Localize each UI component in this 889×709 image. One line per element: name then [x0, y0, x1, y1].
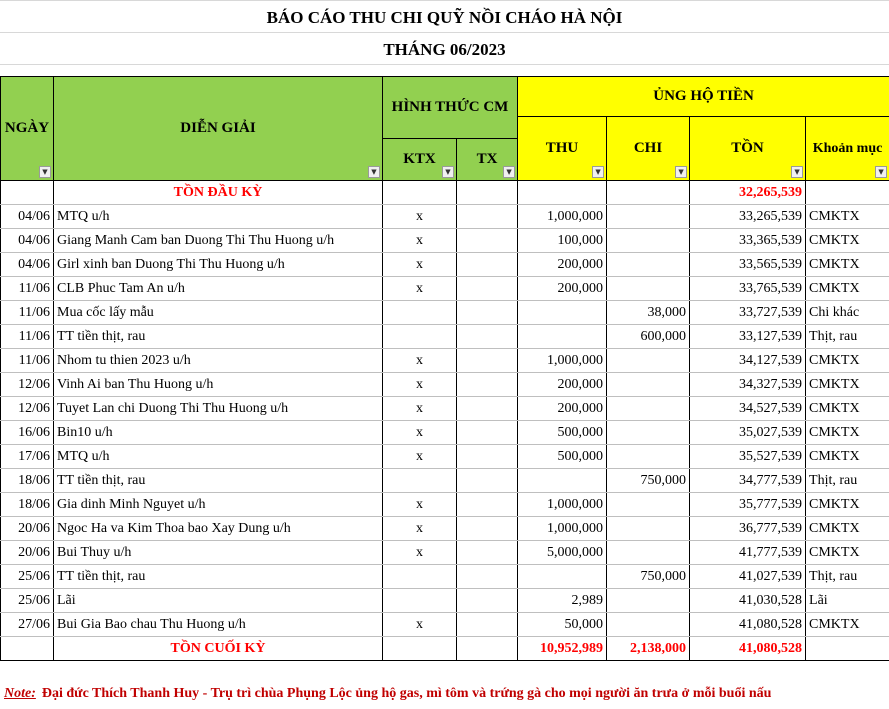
row-thu-amount: 2,989 [518, 589, 607, 613]
row-ktx-mark [383, 565, 457, 589]
row-tx-mark [457, 277, 518, 301]
row-date: 04/06 [1, 253, 54, 277]
row-chi-amount [607, 541, 690, 565]
row-tx-mark [457, 541, 518, 565]
row-tx-mark [457, 565, 518, 589]
row-khoan-muc: CMKTX [806, 349, 889, 373]
row-ton-balance: 33,127,539 [690, 325, 806, 349]
row-description: CLB Phuc Tam An u/h [54, 277, 383, 301]
row-chi-amount [607, 253, 690, 277]
row-date: 18/06 [1, 469, 54, 493]
closing-chi-total: 2,138,000 [607, 637, 690, 661]
row-ton-balance: 34,527,539 [690, 397, 806, 421]
row-ton-balance: 41,030,528 [690, 589, 806, 613]
table-row [1, 277, 889, 301]
row-description: MTQ u/h [54, 445, 383, 469]
row-date: 12/06 [1, 373, 54, 397]
row-thu-amount: 200,000 [518, 253, 607, 277]
row-chi-amount [607, 349, 690, 373]
row-description: Nhom tu thien 2023 u/h [54, 349, 383, 373]
row-khoan-muc: Thịt, rau [806, 565, 889, 589]
table-row [1, 565, 889, 589]
row-tx-mark [457, 301, 518, 325]
row-description: Vinh Ai ban Thu Huong u/h [54, 373, 383, 397]
table-row [1, 373, 889, 397]
opening-balance-row [1, 181, 889, 205]
row-chi-amount [607, 589, 690, 613]
row-description: Bui Thuy u/h [54, 541, 383, 565]
row-tx-mark [457, 493, 518, 517]
row-date: 20/06 [1, 517, 54, 541]
col-header-ktx: KTX ▼ [383, 139, 457, 181]
row-description: MTQ u/h [54, 205, 383, 229]
row-ktx-mark [383, 301, 457, 325]
closing-empty [806, 637, 889, 661]
table-row [1, 349, 889, 373]
row-date: 04/06 [1, 229, 54, 253]
row-khoan-muc: CMKTX [806, 205, 889, 229]
row-khoan-muc: Thịt, rau [806, 469, 889, 493]
table-row [1, 421, 889, 445]
closing-empty [383, 637, 457, 661]
row-chi-amount: 38,000 [607, 301, 690, 325]
row-ktx-mark: x [383, 397, 457, 421]
row-ton-balance: 34,127,539 [690, 349, 806, 373]
row-khoan-muc: CMKTX [806, 517, 889, 541]
row-thu-amount [518, 565, 607, 589]
row-thu-amount: 1,000,000 [518, 349, 607, 373]
row-ktx-mark [383, 589, 457, 613]
row-thu-amount [518, 325, 607, 349]
row-tx-mark [457, 613, 518, 637]
row-date: 12/06 [1, 397, 54, 421]
row-ton-balance: 36,777,539 [690, 517, 806, 541]
row-thu-amount: 50,000 [518, 613, 607, 637]
table-row [1, 253, 889, 277]
table-row [1, 205, 889, 229]
row-tx-mark [457, 325, 518, 349]
row-ktx-mark: x [383, 373, 457, 397]
filter-dropdown-icon[interactable]: ▼ [675, 166, 687, 178]
row-ton-balance: 34,327,539 [690, 373, 806, 397]
col-header-ung-ho: ỦNG HỘ TIỀN [518, 77, 889, 117]
col-header-ngay: NGÀY ▼ [1, 77, 54, 181]
row-thu-amount: 500,000 [518, 421, 607, 445]
row-thu-amount: 100,000 [518, 229, 607, 253]
row-tx-mark [457, 469, 518, 493]
row-ktx-mark: x [383, 349, 457, 373]
row-khoan-muc: CMKTX [806, 493, 889, 517]
row-chi-amount [607, 613, 690, 637]
row-khoan-muc: CMKTX [806, 421, 889, 445]
table-row [1, 589, 889, 613]
row-ton-balance: 33,365,539 [690, 229, 806, 253]
row-thu-amount: 5,000,000 [518, 541, 607, 565]
row-ktx-mark [383, 325, 457, 349]
table-row [1, 445, 889, 469]
row-chi-amount [607, 493, 690, 517]
row-description: Giang Manh Cam ban Duong Thi Thu Huong u/h [54, 229, 383, 253]
col-header-ton: TỒN ▼ [690, 117, 806, 181]
row-ktx-mark: x [383, 541, 457, 565]
table-row [1, 517, 889, 541]
row-chi-amount [607, 421, 690, 445]
row-date: 25/06 [1, 589, 54, 613]
row-description: Tuyet Lan chi Duong Thi Thu Huong u/h [54, 397, 383, 421]
row-tx-mark [457, 517, 518, 541]
table-row [1, 301, 889, 325]
row-ktx-mark: x [383, 253, 457, 277]
row-thu-amount: 200,000 [518, 397, 607, 421]
row-chi-amount [607, 373, 690, 397]
report-subtitle: THÁNG 06/2023 [383, 40, 506, 59]
opening-balance: 32,265,539 [690, 181, 806, 205]
row-description: Girl xinh ban Duong Thi Thu Huong u/h [54, 253, 383, 277]
row-ktx-mark: x [383, 229, 457, 253]
row-ton-balance: 33,265,539 [690, 205, 806, 229]
row-ktx-mark: x [383, 517, 457, 541]
filter-dropdown-icon[interactable]: ▼ [592, 166, 604, 178]
closing-empty [457, 637, 518, 661]
row-description: Mua cốc lấy mẫu [54, 301, 383, 325]
closing-label: TỒN CUỐI KỲ [54, 637, 383, 661]
row-description: Bui Gia Bao chau Thu Huong u/h [54, 613, 383, 637]
note-text: Đại đức Thích Thanh Huy - Trụ trì chùa Phụng Lộc ủng hộ gas, mì tôm và trứng gà cho mọi người ăn trưa ở mỗi buổi nấu [41, 686, 772, 701]
row-ton-balance: 33,765,539 [690, 277, 806, 301]
row-thu-amount: 500,000 [518, 445, 607, 469]
row-ktx-mark: x [383, 613, 457, 637]
filter-dropdown-icon[interactable]: ▼ [442, 166, 454, 178]
row-ktx-mark: x [383, 421, 457, 445]
row-chi-amount [607, 517, 690, 541]
row-ton-balance: 34,777,539 [690, 469, 806, 493]
row-chi-amount [607, 277, 690, 301]
table-row [1, 325, 889, 349]
col-header-hinh-thuc: HÌNH THỨC CM [383, 77, 518, 139]
table-row [1, 493, 889, 517]
row-tx-mark [457, 229, 518, 253]
row-khoan-muc: CMKTX [806, 613, 889, 637]
row-description: Lãi [54, 589, 383, 613]
row-thu-amount: 200,000 [518, 373, 607, 397]
row-khoan-muc: Thịt, rau [806, 325, 889, 349]
row-ton-balance: 41,080,528 [690, 613, 806, 637]
row-chi-amount [607, 445, 690, 469]
row-chi-amount: 750,000 [607, 469, 690, 493]
row-date: 25/06 [1, 565, 54, 589]
row-ton-balance: 35,027,539 [690, 421, 806, 445]
row-thu-amount [518, 301, 607, 325]
row-khoan-muc: Lãi [806, 589, 889, 613]
table-row [1, 469, 889, 493]
filter-dropdown-icon[interactable]: ▼ [368, 166, 380, 178]
row-ktx-mark: x [383, 205, 457, 229]
row-tx-mark [457, 373, 518, 397]
table-row [1, 397, 889, 421]
row-khoan-muc: CMKTX [806, 541, 889, 565]
row-khoan-muc: CMKTX [806, 253, 889, 277]
row-description: TT tiền thịt, rau [54, 469, 383, 493]
row-tx-mark [457, 589, 518, 613]
row-ton-balance: 35,527,539 [690, 445, 806, 469]
row-tx-mark [457, 349, 518, 373]
row-ton-balance: 33,565,539 [690, 253, 806, 277]
row-tx-mark [457, 205, 518, 229]
row-thu-amount: 1,000,000 [518, 493, 607, 517]
closing-empty [1, 637, 54, 661]
row-khoan-muc: CMKTX [806, 373, 889, 397]
row-thu-amount [518, 469, 607, 493]
row-chi-amount [607, 205, 690, 229]
footnote [4, 686, 771, 702]
row-tx-mark [457, 421, 518, 445]
row-description: Gia dinh Minh Nguyet u/h [54, 493, 383, 517]
row-ton-balance: 35,777,539 [690, 493, 806, 517]
row-date: 18/06 [1, 493, 54, 517]
row-date: 11/06 [1, 349, 54, 373]
row-chi-amount [607, 397, 690, 421]
row-chi-amount [607, 229, 690, 253]
table-row [1, 229, 889, 253]
row-thu-amount: 200,000 [518, 277, 607, 301]
row-ktx-mark [383, 469, 457, 493]
filter-dropdown-icon[interactable]: ▼ [39, 166, 51, 178]
row-chi-amount: 750,000 [607, 565, 690, 589]
col-header-tx: TX ▼ [457, 139, 518, 181]
row-description: TT tiền thịt, rau [54, 325, 383, 349]
row-ktx-mark: x [383, 445, 457, 469]
row-ktx-mark: x [383, 493, 457, 517]
table-row [1, 613, 889, 637]
note-label: Note: [4, 686, 36, 701]
row-description: TT tiền thịt, rau [54, 565, 383, 589]
finance-table [0, 76, 889, 661]
closing-balance-row [1, 637, 889, 661]
row-khoan-muc: CMKTX [806, 397, 889, 421]
row-tx-mark [457, 445, 518, 469]
filter-dropdown-icon[interactable]: ▼ [791, 166, 803, 178]
row-date: 27/06 [1, 613, 54, 637]
filter-dropdown-icon[interactable]: ▼ [503, 166, 515, 178]
row-date: 16/06 [1, 421, 54, 445]
row-date: 04/06 [1, 205, 54, 229]
closing-thu-total: 10,952,989 [518, 637, 607, 661]
row-ktx-mark: x [383, 277, 457, 301]
row-description: Ngoc Ha va Kim Thoa bao Xay Dung u/h [54, 517, 383, 541]
closing-ton-balance: 41,080,528 [690, 637, 806, 661]
row-thu-amount: 1,000,000 [518, 517, 607, 541]
col-header-chi: CHI ▼ [607, 117, 690, 181]
row-thu-amount: 1,000,000 [518, 205, 607, 229]
filter-dropdown-icon[interactable]: ▼ [875, 166, 887, 178]
col-header-dien-giai: DIỄN GIẢI ▼ [54, 77, 383, 181]
row-date: 11/06 [1, 301, 54, 325]
row-date: 11/06 [1, 277, 54, 301]
row-date: 11/06 [1, 325, 54, 349]
col-header-khoan-muc: Khoản mục ▼ [806, 117, 889, 181]
row-ton-balance: 41,027,539 [690, 565, 806, 589]
row-ton-balance: 41,777,539 [690, 541, 806, 565]
row-khoan-muc: CMKTX [806, 445, 889, 469]
report-title: BÁO CÁO THU CHI QUỸ NỒI CHÁO HÀ NỘI [266, 8, 623, 27]
row-khoan-muc: CMKTX [806, 277, 889, 301]
table-row [1, 541, 889, 565]
row-tx-mark [457, 397, 518, 421]
row-chi-amount: 600,000 [607, 325, 690, 349]
opening-label: TỒN ĐẦU KỲ [54, 181, 383, 205]
row-description: Bin10 u/h [54, 421, 383, 445]
col-header-thu: THU ▼ [518, 117, 607, 181]
row-date: 17/06 [1, 445, 54, 469]
row-khoan-muc: Chi khác [806, 301, 889, 325]
row-tx-mark [457, 253, 518, 277]
row-khoan-muc: CMKTX [806, 229, 889, 253]
row-date: 20/06 [1, 541, 54, 565]
row-ton-balance: 33,727,539 [690, 301, 806, 325]
